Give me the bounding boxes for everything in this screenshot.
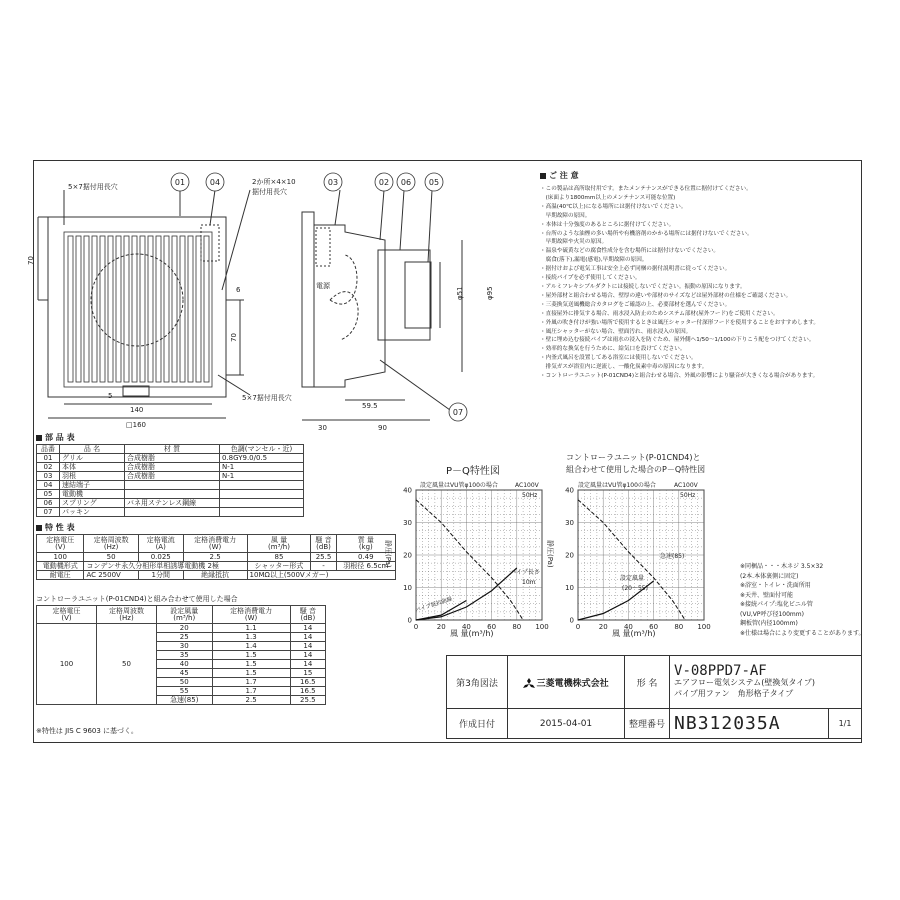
model-label: 形 名: [625, 656, 670, 709]
date-value: 2015-04-01: [508, 709, 625, 739]
x-tick-label: 0: [413, 623, 419, 631]
callout-06: 06: [400, 178, 412, 187]
y-tick-label: 40: [565, 486, 574, 495]
side-note-item: ※仕様は場合により変更することがあります。: [740, 629, 865, 637]
table-row: 耐電圧 AC 2500V 1分間 絶縁抵抗 10MΩ以上(500Vメガー): [37, 571, 396, 580]
table-row: 45 1.5 15: [37, 669, 326, 678]
side-note-item: ※浴室・トイレ・洗面所用: [740, 582, 811, 589]
dim-70-mid: 70: [230, 333, 238, 342]
chart2-ylabel: 静圧(Pa): [546, 540, 554, 568]
chart2-xlabel: 風 量(m³/h): [612, 629, 656, 638]
side-note-item: (2本.本体裏側に固定): [740, 572, 799, 580]
dim-70-top: 70: [27, 256, 35, 265]
pq-chart-controller: [565, 487, 711, 632]
note-item: ・内釜式風呂を設置してある浴室には使用しないでください。: [540, 355, 697, 362]
y-tick-label: 0: [569, 616, 574, 625]
mitsubishi-logo-icon: [523, 678, 533, 688]
note-item: 早期故障や火災の原因。: [540, 239, 608, 246]
dim-140: 140: [130, 406, 144, 414]
x-tick-label: 80: [674, 623, 684, 631]
drawing-number: NB312035A: [670, 709, 829, 739]
y-tick-label: 30: [565, 519, 574, 527]
chart2-title-line2: 組合わせて使用した場合のP－Q特性図: [566, 465, 706, 474]
callout-04: 04: [209, 178, 221, 187]
y-tick-label: 20: [565, 551, 574, 560]
y-tick-label: 10: [403, 584, 412, 592]
x-tick-label: 20: [436, 623, 446, 631]
note-item: ・本体は十分強度のあるところに据付けてください。: [540, 221, 675, 228]
callout-02: 02: [378, 178, 390, 187]
x-tick-label: 100: [697, 623, 711, 631]
notes-list: [540, 185, 860, 381]
y-tick-label: 0: [407, 616, 412, 625]
chart2-annot-range: (20～55): [622, 585, 648, 592]
note-item: ・この製品は高所取付用です。またメンテナンスができる位置に据付けてください。: [540, 186, 752, 192]
table-row: 06 スプリング バネ用ステンレス鋼線: [37, 499, 304, 508]
table-row: 04 速結端子: [37, 481, 304, 490]
callout-07: 07: [452, 408, 464, 417]
callout-03: 03: [327, 178, 339, 187]
chart1-note: 設定風量はVU管φ100の場合: [420, 482, 498, 489]
controller-header-row: 定格電圧 (V) 定格周波数 (Hz) 設定風量 (m³/h) 定格消費電力 (W) 騒 音 (dB): [37, 606, 326, 624]
note-item: ・温泉や硫黄などの腐食性成分を含む場所には据付けないでください。: [540, 248, 720, 255]
note-item: ・壁に埋め込む接続パイプは雨水の浸入を防ぐため、屋外側へ1/50～1/100の下りこう配をつけてください。: [540, 337, 815, 344]
dim-160: □160: [126, 421, 146, 429]
chart2-annot-setting: 設定風量: [620, 575, 645, 582]
note-item: 早期故障の原因。: [540, 212, 591, 219]
table-row: 電動機形式 コンデンサ永久分相形単相誘導電動機 2極 シャッター形式 - 羽根径 6.5cm: [37, 562, 396, 571]
table-row: 02 本体 合成樹脂 N-1: [37, 463, 304, 472]
title-block: [446, 655, 862, 739]
note-item: ・アルミフレキシブルダクトには接続しないでください。振動の原因になります。: [540, 283, 746, 290]
note-item: ・直接屋外に排気する場合、雨水浸入防止のためシステム部材(屋外フード)をご使用ください。: [540, 310, 779, 317]
side-note-item: ※同梱品・・・木ネジ 3.5×32: [740, 563, 824, 570]
chart1-annot-curve: パイプ抵抗曲線: [414, 596, 454, 614]
table-row: 30 1.4 14: [37, 642, 326, 651]
note-item: ・外風の吹き付けが強い場所で使用するときは風圧シャッター付深形フードを使用することをおすすめします。: [540, 319, 820, 326]
hole-label-bottom: 5×7据付用長穴: [242, 394, 292, 402]
table-row: 50 1.7 16.5: [37, 678, 326, 687]
table-row: 01 グリル 合成樹脂 0.8GY9.0/0.5: [37, 454, 304, 463]
note-item: ・接続パイプを必ず使用してください。: [540, 275, 641, 282]
chart2-title-line1: コントローラユニット(P-01CND4)と: [566, 453, 701, 462]
dim-59-5: 59.5: [362, 402, 378, 410]
dim-90: 90: [378, 424, 387, 432]
note-item: ・風圧シャッターがない場合、壁面汚れ、雨水浸入の原因。: [540, 328, 692, 335]
note-item: ・効率的な換気を行うために、給気口を設けてください。: [540, 346, 686, 353]
side-note-item: ※天井、壁面付可能: [740, 591, 794, 599]
spec-footnote: ※特性は JIS C 9603 に基づく。: [36, 727, 138, 735]
x-tick-label: 80: [512, 623, 522, 631]
chart2-voltage: AC100V: [674, 482, 698, 489]
y-tick-label: 10: [565, 584, 574, 592]
table-row: 100 50 20 1.1 14: [37, 624, 326, 633]
power-label: 電源: [316, 282, 330, 290]
dim-5: 5: [108, 392, 113, 400]
spec-table-title: 特 性 表: [36, 522, 75, 533]
chart1-legend: 50Hz: [522, 492, 538, 499]
y-tick-label: 20: [403, 551, 412, 560]
note-item: 腐食(落下),漏電(感電),早期故障の原因。: [540, 257, 648, 264]
chart2-legend: 50Hz: [680, 492, 696, 499]
note-item: ・据付けおよび電気工事は安全上必ず同梱の据付説明書に従ってください。: [540, 266, 731, 273]
hole-label-top: 5×7据付用長穴: [68, 183, 118, 191]
x-tick-label: 20: [598, 623, 608, 631]
callout-05: 05: [428, 178, 440, 187]
date-label: 作成日付: [447, 709, 508, 739]
x-tick-label: 0: [575, 623, 581, 631]
dim-6: 6: [236, 286, 241, 294]
page-number: 1/1: [829, 709, 862, 739]
model-info: [670, 656, 862, 709]
chart1-xlabel: 風 量(m³/h): [450, 629, 494, 638]
company-name: 三菱電機株式会社: [508, 656, 625, 709]
table-row: 40 1.5 14: [37, 660, 326, 669]
dim-30: 30: [318, 424, 327, 432]
chart1-voltage: AC100V: [515, 482, 539, 489]
chart1-ylabel: 静圧(Pa): [384, 540, 392, 568]
table-row: 03 羽根 合成樹脂 N-1: [37, 472, 304, 481]
number-label: 整理番号: [625, 709, 670, 739]
chart2-annot-rapid: 急速(85): [660, 553, 685, 560]
note-item: (床面より1800mm以上のメンテナンス可能な位置): [540, 194, 676, 201]
table-row: 急速(85) 2.5 25.5: [37, 696, 326, 705]
chart1-annot-pipe: パイプ長さ: [510, 569, 540, 576]
parts-header-row: 品番 品 名 材 質 色調(マンセル・近): [37, 445, 304, 454]
table-row: 100 50 0.025 2.5 85 25.5 0.49: [37, 553, 396, 562]
y-tick-label: 30: [403, 519, 412, 527]
chart1-annot-10m: 10m: [522, 579, 536, 586]
model-desc2: パイプ用ファン 角形格子タイプ: [674, 688, 794, 698]
side-note-item: 鋼板管(内径100mm): [740, 620, 798, 627]
note-item: 排気ガスが浴室内に逆流し、一酸化炭素中毒の原因になります。: [540, 364, 708, 371]
chart2-note: 設定風量はVU管φ100の場合: [578, 482, 656, 489]
note-item: ・高温(40℃以上)になる場所には据付けないでください。: [540, 203, 687, 210]
callout-01: 01: [174, 178, 186, 187]
table-row: 35 1.5 14: [37, 651, 326, 660]
side-note-item: ※接続パイプ:塩化ビニル管: [740, 601, 813, 608]
spec-header-row: 定格電圧 (V) 定格周波数 (Hz) 定格電流 (A) 定格消費電力 (W) 風 量 (m³/h) 騒 音 (dB) 質 量 (kg): [37, 535, 396, 553]
note-item: ・屋外部材と組合わせる場合、壁厚の違いや部材のサイズなどは屋外部材の仕様をご確認ください。: [540, 292, 792, 299]
table-row: 55 1.7 16.5: [37, 687, 326, 696]
model-desc1: エアフロー電気システム(壁換気タイプ): [674, 677, 816, 687]
projection-method: 第3角図法: [447, 656, 508, 709]
note-item: ・コントローラユニット(P-01CND4)と組合わせる場合、外風の影響により騒音が大きくなる場合があります。: [540, 373, 819, 380]
controller-table-title: コントローラユニット(P-01CND4)と組み合わせて使用した場合: [36, 595, 238, 603]
table-row: 05 電動機: [37, 490, 304, 499]
x-tick-label: 40: [461, 623, 471, 631]
dim-51: φ51: [456, 286, 464, 300]
side-note-item: (VU,VP呼び径100mm): [740, 610, 804, 618]
note-item: ・三菱換気送風機総合カタログをご確認の上、必要部材を選んでください。: [540, 301, 731, 308]
table-row: 07 パッキン: [37, 508, 304, 517]
y-tick-label: 40: [403, 486, 412, 495]
x-tick-label: 40: [623, 623, 633, 631]
hole-label-side: 2か所×4×10: [252, 178, 296, 186]
parts-table-title: 部 品 表: [36, 432, 75, 443]
model-number: V-08PPD7-AF: [674, 662, 767, 679]
x-tick-label: 60: [487, 623, 497, 631]
x-tick-label: 100: [535, 623, 549, 631]
notes-title: ご 注 意: [540, 170, 579, 181]
dim-95: φ95: [486, 286, 494, 300]
note-item: ・台所のような油煙の多い場所や有機溶剤のかかる場所には据付けないでください。: [540, 230, 753, 237]
table-row: 25 1.3 14: [37, 633, 326, 642]
side-notes: [740, 562, 865, 638]
x-tick-label: 60: [649, 623, 659, 631]
hole-label-side2: 据付用長穴: [252, 188, 287, 196]
chart1-title: P－Q特性図: [446, 466, 500, 477]
